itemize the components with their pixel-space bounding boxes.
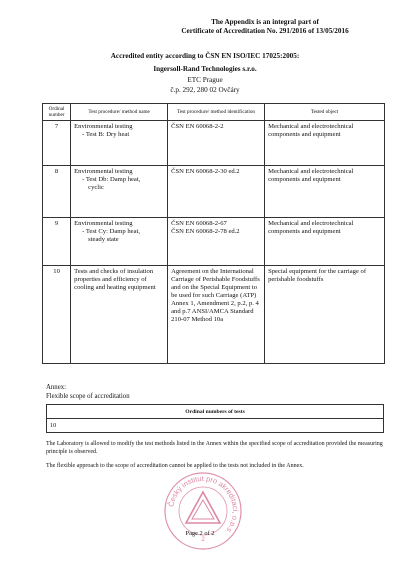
annex-title: Annex: bbox=[46, 384, 67, 391]
note-modification: The Laboratory is allowed to modify the test methods listed in the Annex within the specified scope of accreditation provided the measuring principle is observed. bbox=[46, 441, 383, 455]
annex-col-header: Ordinal numbers of tests bbox=[47, 405, 384, 419]
method-name-line: Environmental testing bbox=[74, 220, 133, 227]
table-row bbox=[43, 166, 385, 218]
method-id-line-1: ČSN EN 60068-2-67 bbox=[171, 220, 227, 227]
method-name-line: Environmental testing bbox=[74, 123, 133, 130]
appendix-line-2: Certificate of Accreditation No. 291/2016 of 13/05/2016 bbox=[181, 27, 349, 35]
annex-heading bbox=[46, 383, 130, 401]
col-header-ordinal: Ordinal number bbox=[43, 104, 71, 121]
col-header-method-name: Test procedure/ method name bbox=[71, 104, 168, 121]
method-name: Tests and checks of insulation properties and efficiency of cooling and heating equipment bbox=[71, 266, 168, 364]
tested-object: Mechanical and electrotechnical components and equipment bbox=[265, 166, 385, 218]
table-row bbox=[43, 266, 385, 364]
appendix-header bbox=[150, 18, 380, 36]
method-name-line: Environmental testing bbox=[74, 168, 133, 175]
table-row bbox=[43, 121, 385, 166]
row-number: 7 bbox=[43, 121, 71, 166]
annex-header-row bbox=[47, 405, 384, 419]
tested-object: Mechanical and electrotechnical components and equipment bbox=[265, 218, 385, 266]
appendix-line-1: The Appendix is an integral part of bbox=[211, 18, 319, 26]
method-id: ČSN EN 60068-2-30 ed.2 bbox=[168, 166, 265, 218]
accreditation-stamp bbox=[160, 468, 246, 554]
table-row bbox=[43, 218, 385, 266]
table-header-row bbox=[43, 104, 385, 121]
method-test: - Test B: Dry heat bbox=[82, 131, 130, 138]
accredited-entity: Accredited entity according to ČSN EN ISO/IEC 17025:2005: bbox=[110, 52, 300, 60]
tested-object: Special equipment for the carriage of perishable foodstuffs bbox=[265, 266, 385, 364]
method-id: Agreement on the International Carriage of Perishable Foodstuffs and on the Special Equipment to be used for such Carriage (ATP) Annex 1, Amendment 2, p.2, p. 4 and p.7 ANSI/AMCA Standard 210-07 Method 10a bbox=[168, 266, 265, 364]
tested-object: Mechanical and electrotechnical components and equipment bbox=[265, 121, 385, 166]
method-name bbox=[71, 166, 168, 218]
method-name bbox=[71, 121, 168, 166]
method-id: ČSN EN 60068-2-2 bbox=[168, 121, 265, 166]
annex-table bbox=[46, 404, 384, 433]
annex-value: 10 bbox=[47, 419, 384, 433]
method-test: - Test Db: Damp heat, bbox=[82, 176, 141, 183]
accreditation-table bbox=[42, 103, 385, 364]
site-name: ETC Prague bbox=[187, 76, 223, 84]
method-test-cont: cyclic bbox=[88, 184, 104, 191]
company-name: Ingersoll-Rand Technologies s.r.o. bbox=[153, 65, 257, 73]
stamp-number: 2 bbox=[201, 536, 205, 543]
stamp-icon bbox=[160, 468, 246, 554]
annex-value-row bbox=[47, 419, 384, 433]
col-header-tested-object: Tested object bbox=[265, 104, 385, 121]
note-flexible-approach: The flexible approach to the scope of accreditation cannot be applied to the tests not included in the Annex. bbox=[46, 463, 304, 469]
col-header-method-id: Test procedure/ method identification bbox=[168, 104, 265, 121]
method-name bbox=[71, 218, 168, 266]
method-id bbox=[168, 218, 265, 266]
annex-subtitle: Flexible scope of accreditation bbox=[46, 393, 130, 400]
method-test-cont: steady state bbox=[88, 236, 119, 243]
address: č.p. 292, 280 02 Ovčáry bbox=[170, 86, 240, 94]
stamp-text: Český institut pro akreditaci, o.p.s. bbox=[166, 473, 241, 537]
row-number: 9 bbox=[43, 218, 71, 266]
row-number: 10 bbox=[43, 266, 71, 364]
method-test: - Test Cy: Damp heat, bbox=[82, 228, 140, 235]
method-id-line-2: ČSN EN 60068-2-78 ed.2 bbox=[171, 228, 240, 235]
row-number: 8 bbox=[43, 166, 71, 218]
page-number: Page 2 of 2 bbox=[185, 530, 215, 537]
